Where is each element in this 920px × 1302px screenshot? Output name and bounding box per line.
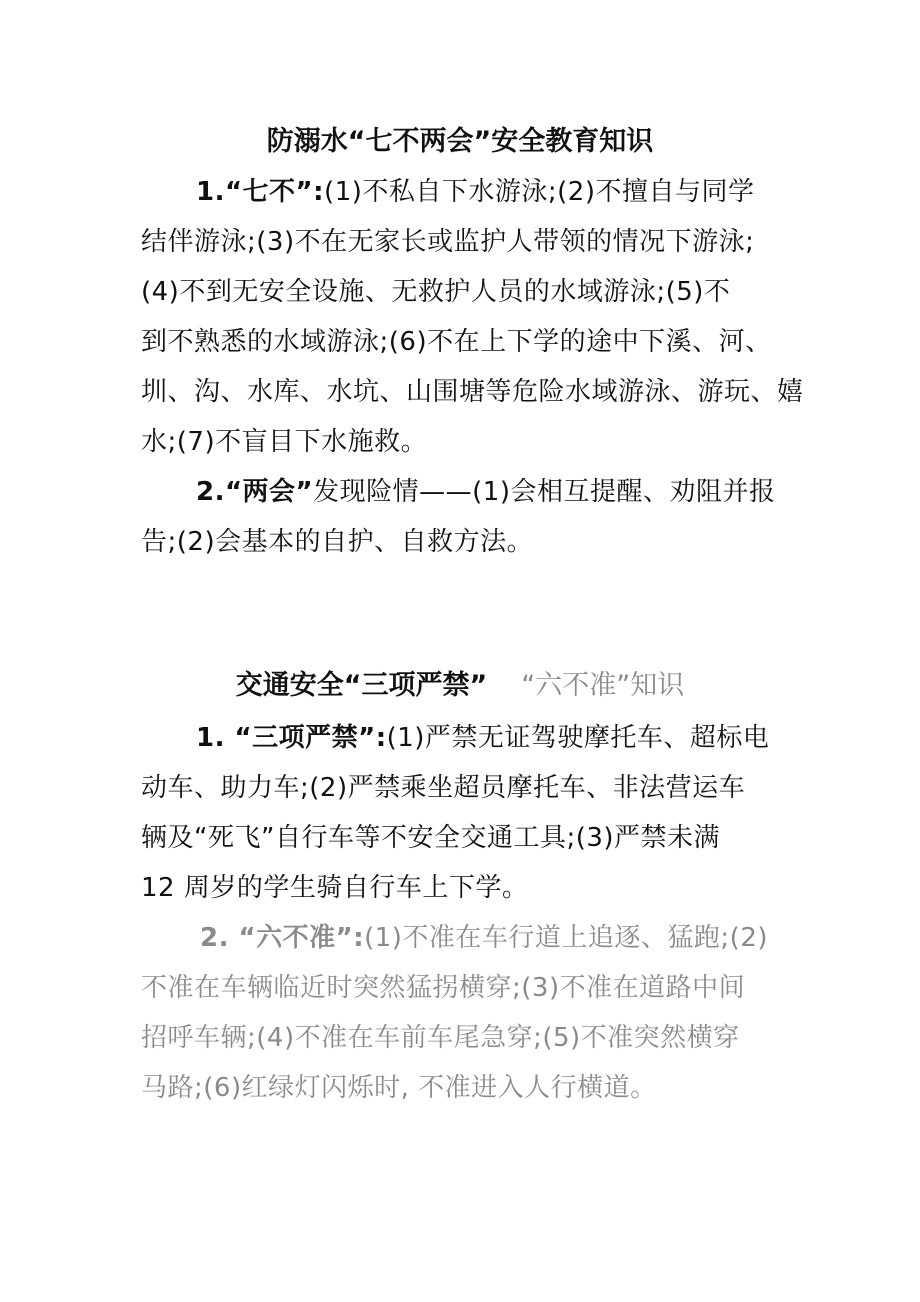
section2-para1-line2: 动车、助力车;(2)严禁乘坐超员摩托车、非法营运车 (141, 773, 746, 803)
section2-para1-line1 (196, 722, 769, 754)
section1-para1-line2: 结伴游泳;(3)不在无家长或监护人带领的情况下游泳; (141, 227, 755, 257)
section1-para1-line1 (196, 176, 754, 208)
section1-para1-heading: 1.“七不”: (196, 177, 325, 207)
section1-para1-line3: (4)不到无安全设施、无救护人员的水域游泳;(5)不 (141, 277, 731, 307)
section1-title-text: 防溺水“七不两会”安全教育知识 (266, 126, 654, 157)
section1-para1-line4: 到不熟悉的水域游泳;(6)不在上下学的途中下溪、河、 (141, 327, 772, 357)
section1-para2-text1: 发现险情——(1)会相互提醒、劝阻并报 (313, 477, 776, 507)
section2-para2-line1 (200, 922, 768, 954)
section1-para2-line2: 告;(2)会基本的自护、自救方法。 (141, 527, 534, 557)
section2-para1-line4: 12 周岁的学生骑自行车上下学。 (141, 873, 529, 903)
section2-para2-heading: 2. “六不准”: (200, 923, 365, 953)
section2-para1-heading: 1. “三项严禁”: (196, 723, 387, 753)
section2-para1-line3: 辆及“死飞”自行车等不安全交通工具;(3)严禁未满 (141, 823, 721, 853)
section1-para1-line5: 圳、沟、水库、水坑、山围塘等危险水域游泳、游玩、嬉 (141, 377, 804, 407)
section1-para1-line6: 水;(7)不盲目下水施救。 (141, 427, 428, 457)
section2-title-sub: “六不准”知识 (521, 670, 685, 701)
section2-title-main: 交通安全“三项严禁” (235, 670, 488, 701)
section1-para2-line1 (196, 476, 776, 508)
section2-para2-line2: 不准在车辆临近时突然猛拐横穿;(3)不准在道路中间 (141, 973, 746, 1003)
section2-para2-line4: 马路;(6)红绿灯闪烁时, 不准进入人行横道。 (141, 1073, 657, 1103)
section2-para2-text1: (1)不准在车行道上追逐、猛跑;(2) (364, 923, 769, 953)
section1-title (0, 126, 920, 158)
section2-para2-line3: 招呼车辆;(4)不准在车前车尾急穿;(5)不准突然横穿 (141, 1023, 740, 1053)
section1-para2-heading: 2.“两会” (196, 477, 314, 507)
section1-para1-text1: (1)不私自下水游泳;(2)不擅自与同学 (324, 177, 755, 207)
section2-title (0, 670, 920, 702)
section2-para1-text1: (1)严禁无证驾驶摩托车、超标电 (386, 723, 770, 753)
